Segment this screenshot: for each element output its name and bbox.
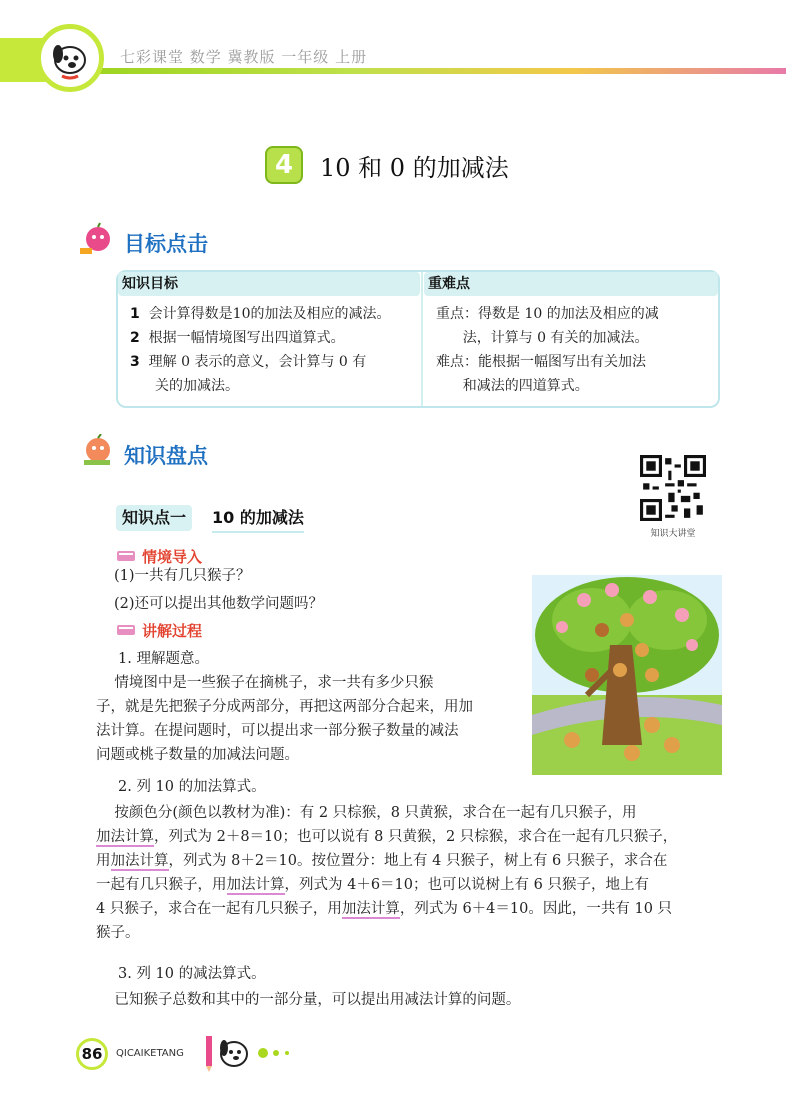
paragraph-addition	[96, 801, 677, 945]
step-2: 2. 列 10 的加法算式。	[118, 779, 266, 795]
intro-heading: 情境导入	[142, 548, 203, 566]
paragraph-line: 问题或桃子数量的加减法问题。	[96, 747, 299, 763]
qr-code-icon[interactable]	[640, 455, 706, 521]
peach-character-icon	[76, 434, 116, 468]
paragraph-line: 一起有几只猴子，用加法计算，列式为 4＋6＝10；也可以说树上有 6 只猴子，地上有	[96, 877, 649, 893]
knowledge-goal-tag: 知识目标	[118, 272, 420, 296]
footer-dot	[285, 1051, 289, 1055]
difficulty-list	[436, 302, 659, 398]
intro-question-1: (1)一共有几只猴子？	[114, 568, 251, 584]
difficulty-tag: 重难点	[424, 272, 718, 296]
apple-character-icon	[76, 222, 116, 256]
paragraph-line: 4 只猴子，求合在一起有几只猴子，用加法计算，列式为 6＋4＝10。因此，一共有 10 只	[96, 901, 673, 917]
paragraph-subtraction: 已知猴子总数和其中的一部分量，可以提出用减法计算的问题。	[96, 992, 521, 1008]
goal-list	[130, 302, 390, 398]
section-title-review: 知识盘点	[124, 444, 208, 468]
difficulty-line: 和减法的四道算式。	[436, 378, 589, 394]
header-text: 七彩课堂 数学 冀教版 一年级 上册	[120, 48, 368, 66]
page-title: 10 和 0 的加减法	[320, 154, 509, 182]
footer-dot	[273, 1050, 279, 1056]
paragraph-line: 猴子。	[96, 925, 140, 941]
footer-mascot-icon	[204, 1030, 254, 1074]
paragraph-line: 按颜色分(颜色以教材为准)：有 2 只棕猴，8 只黄猴，求合在一起有几只猴子，用	[96, 805, 637, 821]
pencil-box-icon	[116, 623, 136, 637]
section-title-goals: 目标点击	[124, 232, 208, 256]
paragraph-line: 子，就是先把猴子分成两部分，再把这两部分合起来，用加	[96, 699, 473, 715]
goal-item: 关的加减法。	[155, 378, 239, 394]
footer-dot	[258, 1048, 268, 1058]
knowledge-point-tag: 知识点一	[116, 505, 192, 531]
difficulty-line: 难点：能根据一幅图写出有关加法	[436, 354, 646, 370]
paragraph-line: 法计算。在提问题时，可以提出求一部分猴子数量的减法	[96, 723, 459, 739]
mascot-dog-logo	[36, 24, 104, 92]
pencil-box-icon	[116, 549, 136, 563]
monkeys-picking-peaches-illustration	[532, 575, 722, 775]
paragraph-line: 加法计算，列式为 2＋8＝10；也可以说有 8 只黄猴，2 只棕猴，求合在一起有几只猴子，	[96, 829, 678, 845]
goal-item: 1 会计算得数是10的加法及相应的减法。	[130, 306, 391, 322]
dog-icon	[46, 34, 94, 82]
goals-divider	[421, 272, 423, 406]
header-color-bar	[70, 68, 786, 74]
paragraph-line: 情境图中是一些猴子在摘桃子，求一共有多少只猴	[96, 675, 434, 691]
paragraph-explain	[96, 671, 473, 767]
difficulty-line: 法，计算与 0 有关的加减法。	[436, 330, 649, 346]
intro-question-2: (2)还可以提出其他数学问题吗？	[114, 596, 324, 612]
step-3: 3. 列 10 的减法算式。	[118, 966, 266, 982]
lesson-number-badge: 4	[265, 146, 303, 184]
goal-item: 2 根据一幅情境图写出四道算式。	[130, 330, 345, 346]
difficulty-line: 重点：得数是 10 的加法及相应的减	[436, 306, 659, 322]
paragraph-line: 用加法计算，列式为 8＋2＝10。按位置分：地上有 4 只猴子，树上有 6 只猴子，求合在	[96, 853, 668, 869]
qr-caption: 知识大讲堂	[650, 529, 696, 539]
step-1: 1. 理解题意。	[118, 651, 209, 667]
page-number: 86	[76, 1038, 108, 1070]
explain-heading: 讲解过程	[142, 622, 203, 640]
goal-item: 3 理解 0 表示的意义，会计算与 0 有	[130, 354, 367, 370]
knowledge-point-title: 10 的加减法	[212, 505, 304, 533]
brand-text: QICAIKETANG	[116, 1048, 184, 1059]
